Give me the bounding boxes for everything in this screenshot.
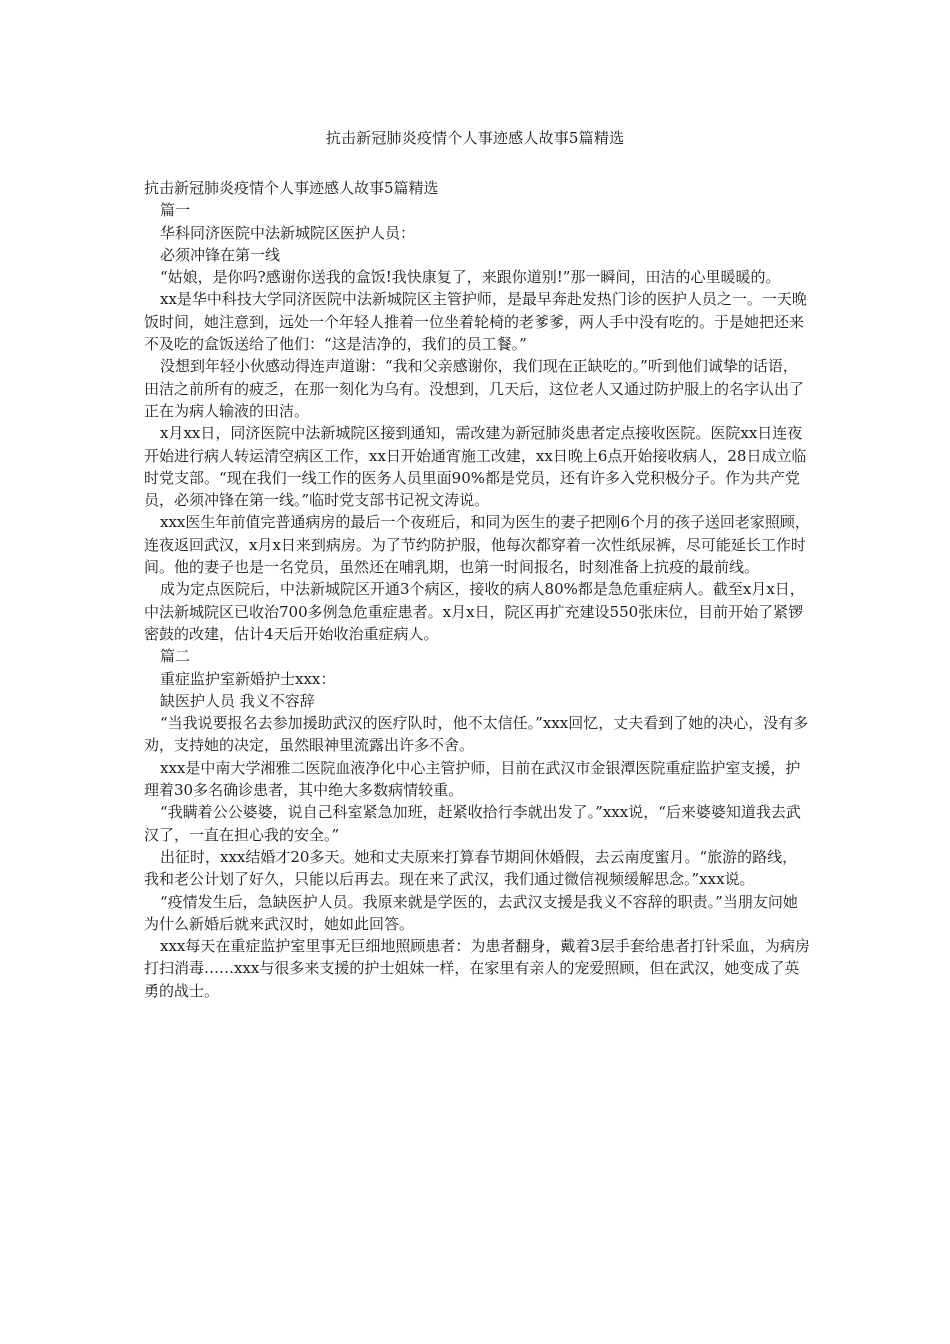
paragraph: 必须冲锋在第一线 — [160, 245, 281, 264]
document-body — [144, 177, 810, 1002]
paragraph: 成为定点医院后，中法新城院区开通3个病区，接收的病人80%都是急危重症病人。截至x月x日，中法新城院区已收治700多例急危重症患者。x月x日，院区再扩充建设550张床位，目前开始了紧锣密鼓的改建，估计4天后开始收治重症病人。 — [144, 580, 805, 643]
paragraph: 篇二 — [160, 647, 191, 666]
paragraph: 华科同济医院中法新城院区医护人员： — [160, 223, 416, 242]
paragraph: xxx是中南大学湘雅二医院血液净化中心主管护师，目前在武汉市金银潭医院重症监护室支援，护理着30多名确诊患者，其中绝大多数病情较重。 — [144, 758, 801, 800]
paragraph: xx是华中科技大学同济医院中法新城院区主管护师，是最早奔赴发热门诊的医护人员之一。一天晚饭时间，她注意到，远处一个年轻人推着一位坐着轮椅的老爹爹，两人手中没有吃的。于是她把还来不及吃的盒饭送给了他们：“这是洁净的，我们的员工餐。” — [144, 290, 807, 354]
paragraph: xxx每天在重症监护室里事无巨细地照顾患者：为患者翻身，戴着3层手套给患者打针采血，为病房打扫消毒……xxx与很多来支援的护士姐妹一样，在家里有亲人的宠爱照顾，但在武汉，她变成了英勇的战士。 — [144, 937, 810, 1000]
paragraph: “我瞒着公公婆婆，说自己科室紧急加班，赶紧收拾行李就出发了。”xxx说，“后来婆婆知道我去武汉了，一直在担心我的安全。” — [144, 803, 801, 844]
paragraph: x月xx日，同济医院中法新城院区接到通知，需改建为新冠肺炎患者定点接收医院。医院xx日连夜开始进行病人转运清空病区工作，xx日开始通宵施工改建，xx日晚上6点开始接收病人，28日成立临时党支部。“现在我们一线工作的医务人员里面90%都是党员，还有许多入党积极分子。作为共产党员，必须冲锋在第一线。”临时党支部书记祝文涛说。 — [144, 424, 807, 510]
paragraph: “当我说要报名去参加援助武汉的医疗队时，他不太信任。”xxx回忆，丈夫看到了她的决心，没有多劝，支持她的决定，虽然眼神里流露出许多不舍。 — [144, 714, 809, 755]
paragraph: 出征时，xxx结婚才20多天。她和丈夫原来打算春节期间休婚假，去云南度蜜月。“旅游的路线，我和老公计划了好久，只能以后再去。现在来了武汉，我们通过微信视频缓解思念。”xxx说。 — [144, 847, 798, 889]
paragraph: 缺医护人员 我义不容辞 — [160, 691, 315, 710]
paragraph: 重症监护室新婚护士xxx： — [160, 669, 336, 688]
paragraph: “疫情发生后，急缺医护人员。我原来就是学医的，去武汉支援是我义不容辞的职责。”当朋友问她为什么新婚后就来武汉时，她如此回答。 — [144, 892, 798, 933]
document-title: 抗击新冠肺炎疫情个人事迹感人故事5篇精选 — [325, 129, 625, 147]
paragraph: xxx医生年前值完普通病房的最后一个夜班后，和同为医生的妻子把刚6个月的孩子送回老家照顾，连夜返回武汉，x月x日来到病房。为了节约防护服，他每次都穿着一次性纸尿裤，尽可能延长工作时间。他的妻子也是一名党员，虽然还在哺乳期，也第一时间报名，时刻准备上抗疫的最前线。 — [144, 513, 810, 577]
paragraph: “姑娘，是你吗?感谢你送我的盒饭!我快康复了，来跟你道别!”那一瞬间，田洁的心里暖暖的。 — [160, 268, 781, 287]
paragraph: 篇一 — [160, 201, 191, 220]
paragraph: 抗击新冠肺炎疫情个人事迹感人故事5篇精选 — [144, 179, 439, 197]
paragraph: 没想到年轻小伙感动得连声道谢：“我和父亲感谢你，我们现在正缺吃的。”听到他们诚挚的话语，田洁之前所有的疲乏，在那一刻化为乌有。没想到，几天后，这位老人又通过防护服上的名字认出了正在为病人输液的田洁。 — [144, 357, 805, 420]
